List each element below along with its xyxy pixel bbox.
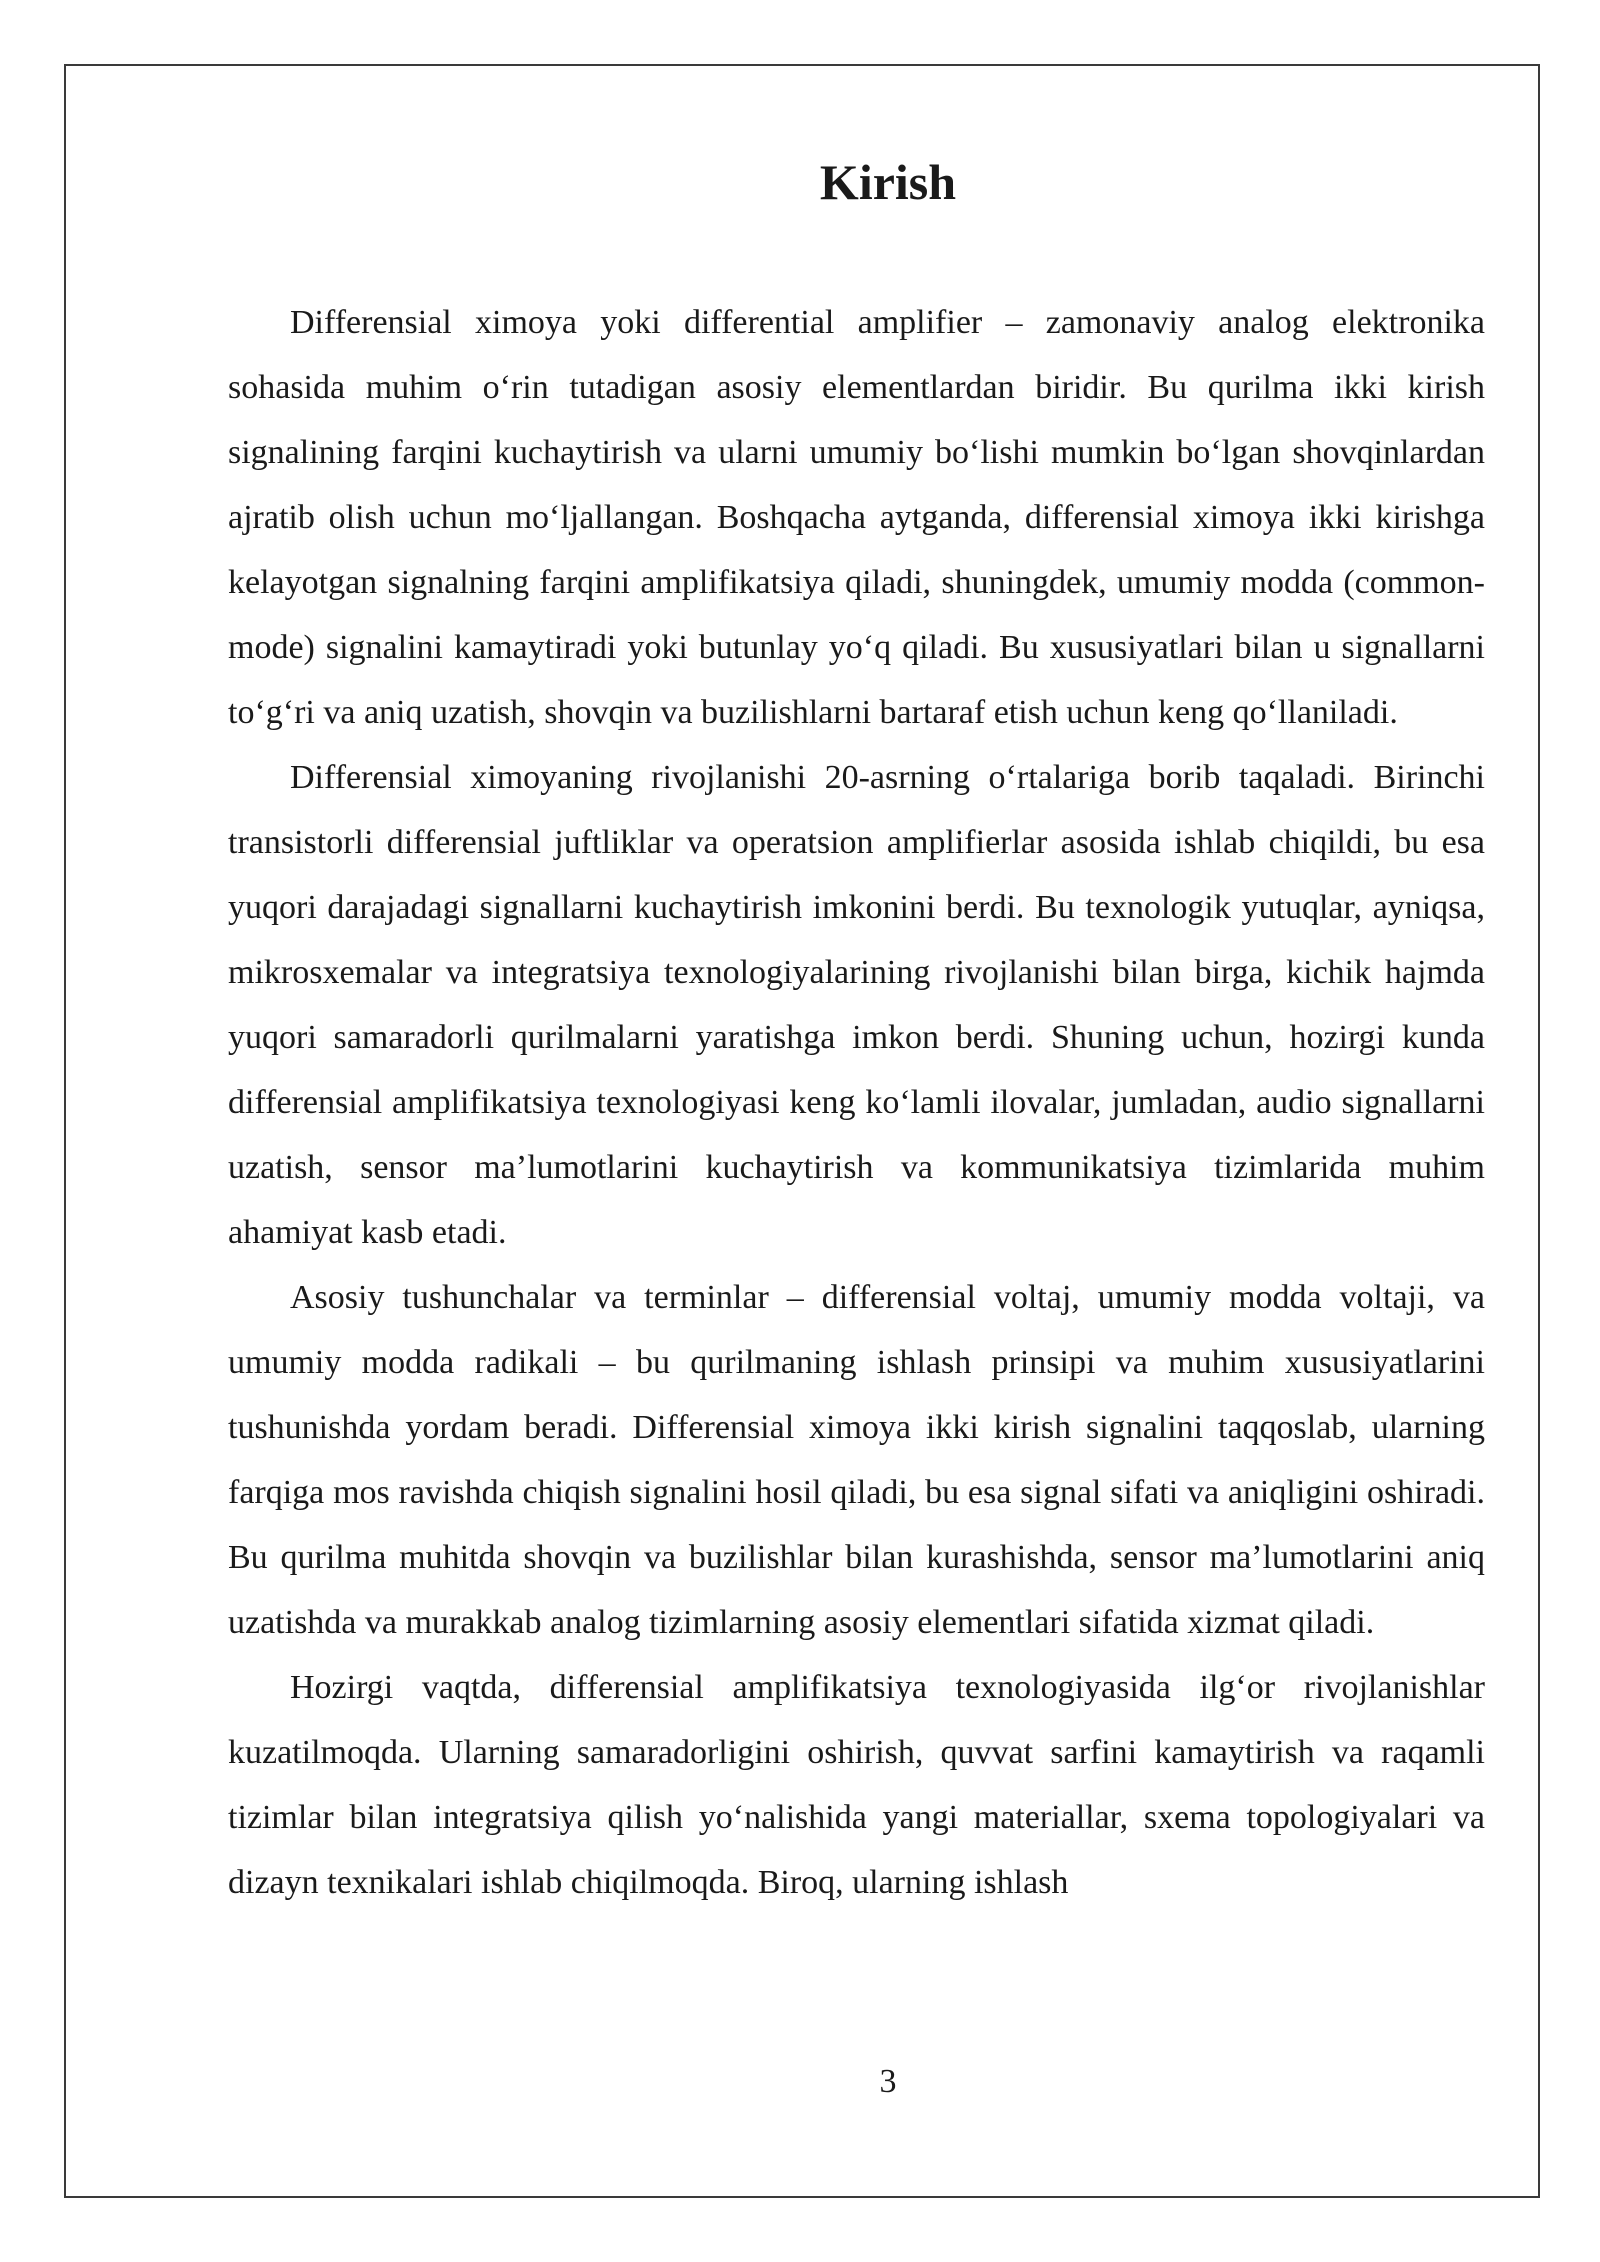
page-number: 3 <box>879 2063 897 2100</box>
body-text <box>228 290 1485 1915</box>
paragraph-3: Asosiy tushunchalar va terminlar – differensial voltaj, umumiy modda voltaji, va umumiy modda radikali – bu qurilmaning ishlash prinsipi va muhim xususiyatlarini tushunishda yordam beradi. Differensial ximoya ikki kirish signalini taqqoslab, ularning farqiga mos ravishda chiqish signalini hosil qiladi, bu esa signal sifati va aniqligini oshiradi. Bu qurilma muhitda shovqin va buzilishlar bilan kurashishda, sensor ma’lumotlarini aniq uzatishda va murakkab analog tizimlarning asosiy elementlari sifatida xizmat qiladi. <box>228 1279 1485 1641</box>
paragraph-2: Differensial ximoyaning rivojlanishi 20-asrning o‘rtalariga borib taqaladi. Birinchi transistorli differensial juftliklar va operatsion amplifierlar asosida ishlab chiqildi, bu esa yuqori darajadagi signallarni kuchaytirish imkonini berdi. Bu texnologik yutuqlar, ayniqsa, mikrosxemalar va integratsiya texnologiyalarining rivojlanishi bilan birga, kichik hajmda yuqori samaradorli qurilmalarni yaratishga imkon berdi. Shuning uchun, hozirgi kunda differensial amplifikatsiya texnologiyasi keng ko‘lamli ilovalar, jumladan, audio signallarni uzatish, sensor ma’lumotlarini kuchaytirish va kommunikatsiya tizimlarida muhim ahamiyat kasb etadi. <box>228 759 1485 1251</box>
paragraph-4: Hozirgi vaqtda, differensial amplifikatsiya texnologiyasida ilg‘or rivojlanishlar kuzatilmoqda. Ularning samaradorligini oshirish, quvvat sarfini kamaytirish va raqamli tizimlar bilan integratsiya qilish yo‘nalishida yangi materiallar, sxema topologiyalari va dizayn texnikalari ishlab chiqilmoqda. Biroq, ularning ishlash <box>228 1669 1485 1901</box>
page-title: Kirish <box>819 154 957 210</box>
paragraph-1: Differensial ximoya yoki differential amplifier – zamonaviy analog elektronika sohasida muhim o‘rin tutadigan asosiy elementlardan biridir. Bu qurilma ikki kirish signalining farqini kuchaytirish va ularni umumiy bo‘lishi mumkin bo‘lgan shovqinlardan ajratib olish uchun mo‘ljallangan. Boshqacha aytganda, differensial ximoya ikki kirishga kelayotgan signalning farqini amplifikatsiya qiladi, shuningdek, umumiy modda (common-mode) signalini kamaytiradi yoki butunlay yo‘q qiladi. Bu xususiyatlari bilan u signallarni to‘g‘ri va aniq uzatish, shovqin va buzilishlarni bartaraf etish uchun keng qo‘llaniladi. <box>228 304 1485 731</box>
